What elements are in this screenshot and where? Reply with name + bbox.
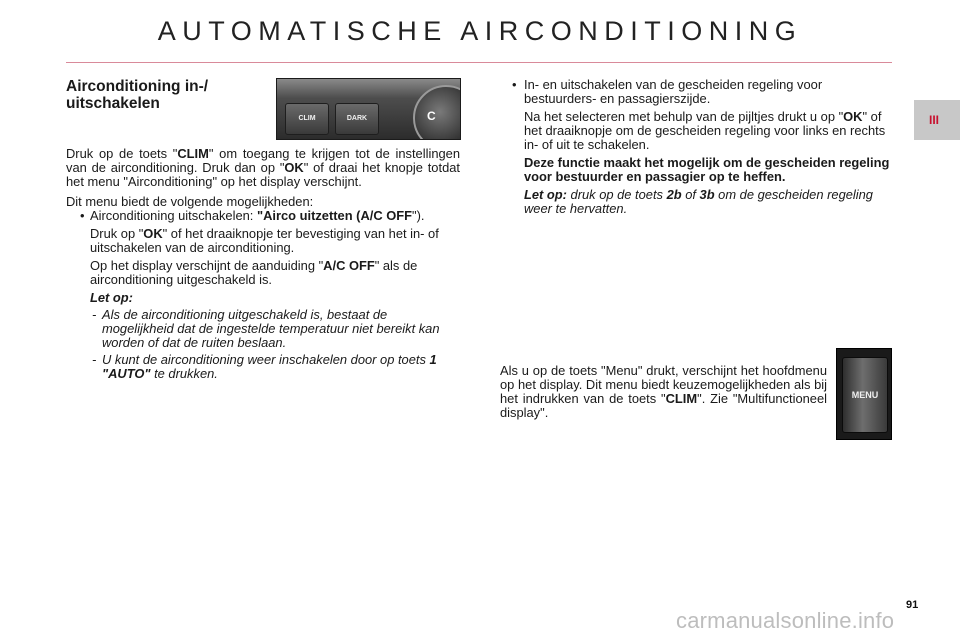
note-label: Let op: [90, 290, 133, 305]
title-divider [66, 62, 892, 63]
c-button-label: C [427, 109, 436, 123]
right-column [510, 78, 894, 216]
menu-button: MENU [842, 357, 888, 433]
separate-control-bullet: • In- en uitschakelen van de gescheiden regeling voor bestuurders- en passagierszijde. [512, 77, 823, 106]
confirm-paragraph: Druk op "OK" of het draaiknopje ter bevestiging van het in- of uitschakelen van de airconditioning. [90, 226, 439, 255]
dark-button: DARK [335, 103, 379, 135]
bullet-dot: • [80, 208, 85, 223]
chapter-number: III [928, 113, 939, 127]
climate-button-panel-image [276, 78, 461, 140]
function-bold-paragraph: Deze functie maakt het mogelijk om de gescheiden regeling voor bestuurder en passagier op te heffen. [524, 155, 890, 184]
menu-button-image [836, 348, 892, 440]
display-paragraph: Op het display verschijnt de aanduiding "A/C OFF" als de airconditioning uitgeschakeld is. [90, 258, 418, 287]
note-item: - Als de airconditioning uitgeschakeld is, bestaat de mogelijkheid dat de ingestelde temperatuur niet bereikt kan worden of dat de ruiten beslaan. [92, 307, 440, 350]
menu-paragraph: Als u op de toets "Menu" drukt, verschijnt het hoofdmenu op het display. Dit menu biedt keuzemogelijkheden als bij het indrukken van de toets "CLIM". Zie "Multifunctioneel display". [500, 363, 827, 420]
page-number: 91 [906, 599, 919, 611]
intro-paragraph: Druk op de toets "CLIM" om toegang te krijgen tot de instellingen van de airconditioning. Druk dan op "OK" of draai het knopje totdat het menu "Airconditioning" op het display verschijnt. [66, 146, 460, 189]
select-paragraph: Na het selecteren met behulp van de pijltjes drukt u op "OK" of het draaiknopje om de gescheiden regeling voor links en rechts in- of uit te schakelen. [524, 109, 886, 152]
clim-key: CLIM [177, 146, 209, 161]
right-note: Let op: druk op de toets 2b of 3b om de gescheiden regeling weer te hervatten. [524, 187, 873, 216]
options-intro: Dit menu biedt de volgende mogelijkheden: [66, 194, 314, 209]
ok-key: OK [284, 160, 304, 175]
note-item: - U kunt de airconditioning weer inschakelen door op toets 1 "AUTO" te drukken. [92, 352, 437, 381]
clim-button: CLIM [285, 103, 329, 135]
section-heading: Airconditioning in-/ uitschakelen [66, 78, 209, 112]
watermark: carmanualsonline.info [676, 608, 895, 633]
option-bullet: • Airconditioning uitschakelen: "Airco uitzetten (A/C OFF"). [80, 208, 425, 223]
chapter-tab [914, 100, 960, 140]
page-title: AUTOMATISCHE AIRCONDITIONING [157, 16, 803, 46]
